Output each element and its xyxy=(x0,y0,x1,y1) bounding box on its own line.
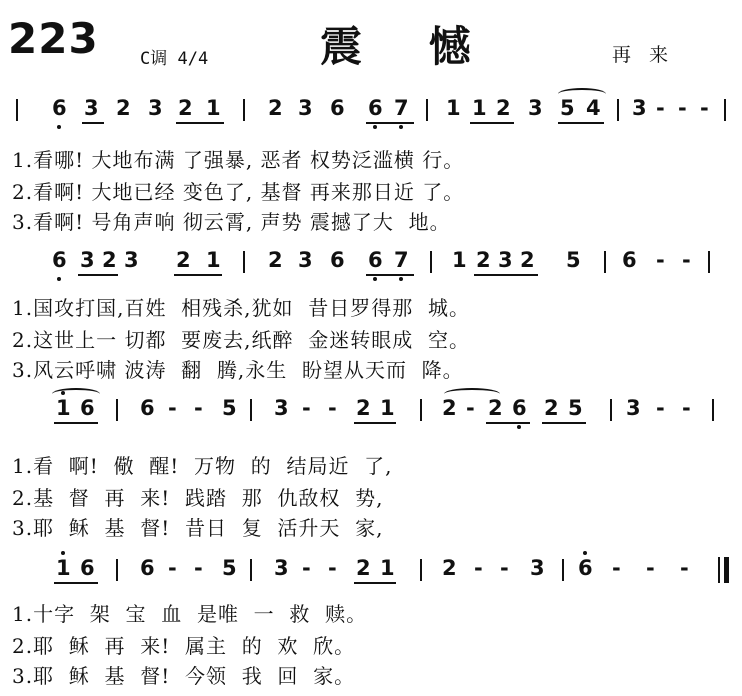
lyric-line: 2.耶 稣 再 来! 属主 的 欢 欣。 xyxy=(12,634,356,658)
lyric-line: 1.国攻打国,百姓 相残杀,犹如 昔日罗得那 城。 xyxy=(12,296,470,320)
barline xyxy=(562,559,564,581)
lyric-line: 1.看哪! 大地布满 了强暴, 恶者 权势泛滥横 行。 xyxy=(12,148,465,172)
notation-row: 1 6 6 - - 5 3 - - 2 1 2 - - 3 6 - - - xyxy=(0,548,742,594)
lyric-line: 2.这世上一 切都 要废去,纸醉 金迷转眼成 空。 xyxy=(12,328,470,352)
hymn-number: 223 xyxy=(8,14,99,63)
barline xyxy=(243,251,245,273)
score-system-3 xyxy=(0,388,742,538)
barline xyxy=(610,399,612,421)
barline xyxy=(116,399,118,421)
barline xyxy=(420,559,422,581)
notation-row: 6 3 2 3 2 1 2 3 6 6 7 1 1 2 3 5 4 3 - - - xyxy=(0,88,742,134)
barline xyxy=(604,251,606,273)
lyric-line: 2.基 督 再 来! 践踏 那 仇敌权 势, xyxy=(12,486,384,510)
barline xyxy=(250,399,252,421)
lyric-line: 3.耶 稣 基 督! 昔日 复 活升天 家, xyxy=(12,516,384,540)
song-title: 震 憾 xyxy=(320,22,497,71)
lyric-line: 1.十字 架 宝 血 是唯 一 救 赎。 xyxy=(12,602,368,626)
lyric-line: 3.风云呼啸 波涛 翻 腾,永生 盼望从天而 降。 xyxy=(12,358,464,382)
barline xyxy=(430,251,432,273)
barline xyxy=(250,559,252,581)
score-system-2 xyxy=(0,240,742,388)
notation-row: 6 3 2 3 2 1 2 3 6 6 7 1 2 3 2 5 6 - - xyxy=(0,240,742,286)
barline xyxy=(708,251,710,273)
lyric-line: 1.看 啊! 儆 醒! 万物 的 结局近 了, xyxy=(12,454,393,478)
barline xyxy=(420,399,422,421)
barline xyxy=(724,99,726,121)
notation-row: 1 6 6 - - 5 3 - - 2 1 2 - 2 6 2 5 3 - - xyxy=(0,388,742,434)
barline xyxy=(426,99,428,121)
barline xyxy=(712,399,714,421)
final-barline-thin xyxy=(718,557,720,583)
author: 再 来 xyxy=(612,44,675,66)
score-system-1 xyxy=(0,88,742,238)
barline xyxy=(116,559,118,581)
key-signature: C调 4/4 xyxy=(140,49,209,69)
final-barline-thick xyxy=(724,557,729,583)
barline xyxy=(617,99,619,121)
barline xyxy=(243,99,245,121)
barline xyxy=(16,99,18,121)
lyric-line: 3.看啊! 号角声响 彻云霄, 声势 震撼了大 地。 xyxy=(12,210,451,234)
lyric-line: 3.耶 稣 基 督! 今领 我 回 家。 xyxy=(12,664,356,688)
score-system-4 xyxy=(0,548,742,696)
lyric-line: 2.看啊! 大地已经 变色了, 基督 再来那日近 了。 xyxy=(12,180,465,204)
